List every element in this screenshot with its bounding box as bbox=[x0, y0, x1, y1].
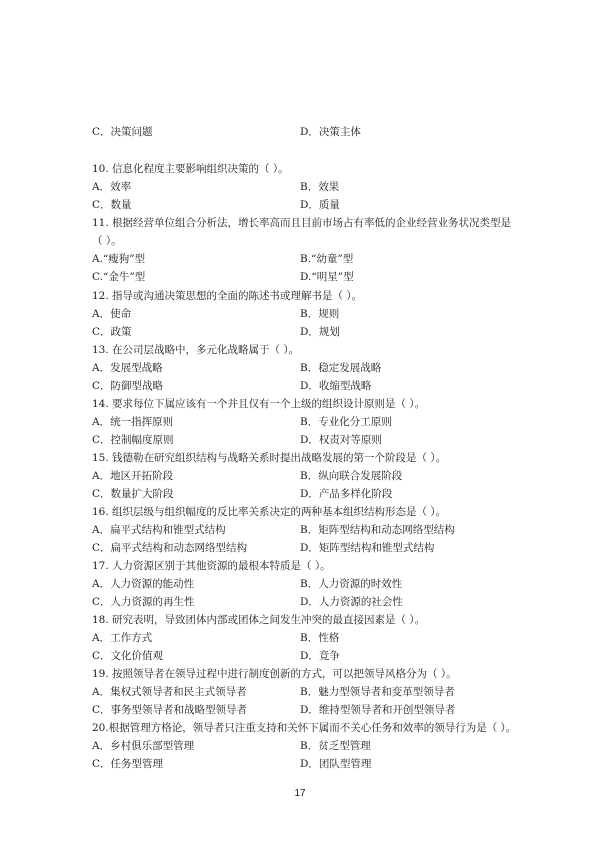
option-q11-d: D.“明星”型 bbox=[300, 271, 354, 283]
page-number: 17 bbox=[294, 788, 306, 799]
option-q13-a: A．发展型战略 bbox=[92, 362, 163, 374]
option-q17-b: B．人力资源的时效性 bbox=[300, 578, 403, 590]
option-q14-a: A．统一指挥原则 bbox=[92, 416, 174, 428]
option-q14-c: C．控制幅度原则 bbox=[92, 434, 174, 446]
option-q11-c: C.“金牛”型 bbox=[92, 271, 146, 283]
option-q12-b: B．规则 bbox=[300, 308, 340, 320]
question-13-stem: 13. 在公司层战略中，多元化战略属于（ ）。 bbox=[92, 344, 300, 356]
option-q15-c: C．数量扩大阶段 bbox=[92, 488, 174, 500]
option-q16-a: A．扁平式结构和锥型式结构 bbox=[92, 524, 226, 536]
option-q12-c: C．政策 bbox=[92, 326, 132, 338]
option-q13-c: C．防御型战略 bbox=[92, 380, 164, 392]
option-q18-c: C．文化价值观 bbox=[92, 650, 164, 662]
option-q20-a: A．乡村俱乐部型管理 bbox=[92, 740, 195, 752]
option-q18-d: D．竞争 bbox=[300, 650, 340, 662]
question-17-stem: 17. 人力资源区别于其他资源的最根本特质是（ ）。 bbox=[92, 560, 331, 572]
question-11-stem-cont: （ ）。 bbox=[92, 235, 122, 247]
option-q13-d: D．收缩型战略 bbox=[300, 380, 372, 392]
option-q15-d: D．产品多样化阶段 bbox=[300, 488, 393, 500]
option-q11-b: B.“幼童”型 bbox=[300, 253, 354, 265]
option-q16-d: D．矩阵型结构和锥型式结构 bbox=[300, 542, 435, 554]
option-q10-b: B．效果 bbox=[300, 181, 340, 193]
option-q9-d: D．决策主体 bbox=[300, 126, 361, 138]
question-14-stem: 14. 要求每位下属应该有一个并且仅有一个上级的组织设计原则是（ ）。 bbox=[92, 398, 426, 410]
question-10-stem: 10. 信息化程度主要影响组织决策的（ ）。 bbox=[92, 163, 289, 175]
option-q12-a: A．使命 bbox=[92, 308, 132, 320]
option-q15-a: A．地区开拓阶段 bbox=[92, 470, 174, 482]
option-q20-c: C．任务型管理 bbox=[92, 758, 164, 770]
option-q11-a: A.“瘦狗”型 bbox=[92, 253, 146, 265]
option-q10-d: D．质量 bbox=[300, 199, 340, 211]
option-q19-a: A．集权式领导者和民主式领导者 bbox=[92, 686, 247, 698]
option-q18-a: A．工作方式 bbox=[92, 632, 153, 644]
option-q17-c: C．人力资源的再生性 bbox=[92, 596, 195, 608]
question-12-stem: 12. 指导或沟通决策思想的全面的陈述书或理解书是（ ）。 bbox=[92, 290, 363, 302]
option-q19-c: C．事务型领导者和战略型领导者 bbox=[92, 704, 248, 716]
option-q14-b: B．专业化分工原则 bbox=[300, 416, 392, 428]
question-15-stem: 15. 钱德勒在研究组织结构与战略关系时提出战略发展的第一个阶段是（ ）。 bbox=[92, 452, 447, 464]
option-q12-d: D．规划 bbox=[300, 326, 340, 338]
option-q14-d: D．权责对等原则 bbox=[300, 434, 382, 446]
option-q10-a: A．效率 bbox=[92, 181, 132, 193]
question-18-stem: 18. 研究表明，导致团体内部或团体之间发生冲突的最直接因素是（ ）。 bbox=[92, 614, 426, 626]
option-q18-b: B．性格 bbox=[300, 632, 340, 644]
option-q17-a: A．人力资源的能动性 bbox=[92, 578, 195, 590]
option-q10-c: C．数量 bbox=[92, 199, 132, 211]
question-11-stem: 11. 根据经营单位组合分析法，增长率高而且目前市场占有率低的企业经营业务状况类型是 bbox=[92, 217, 512, 229]
option-q20-b: B．贫乏型管理 bbox=[300, 740, 371, 752]
option-q19-b: B．魅力型领导者和变革型领导者 bbox=[300, 686, 455, 698]
option-q15-b: B．纵向联合发展阶段 bbox=[300, 470, 403, 482]
option-q20-d: D．团队型管理 bbox=[300, 758, 372, 770]
option-q9-c: C．决策问题 bbox=[92, 126, 153, 138]
question-16-stem: 16. 组织层级与组织幅度的反比率关系决定的两种基本组织结构形态是（ ）。 bbox=[92, 506, 447, 518]
option-q16-b: B．矩阵型结构和动态网络型结构 bbox=[300, 524, 455, 536]
option-q13-b: B．稳定发展战略 bbox=[300, 362, 382, 374]
question-19-stem: 19. 按照领导者在领导过程中进行制度创新的方式，可以把领导风格分为（ ）。 bbox=[92, 668, 457, 680]
option-q16-c: C．扁平式结构和动态网络型结构 bbox=[92, 542, 248, 554]
option-q19-d: D．维持型领导者和开创型领导者 bbox=[300, 704, 456, 716]
question-20-stem: 20.根据管理方格论，领导者只注重支持和关怀下属而不关心任务和效率的领导行为是（ ）。 bbox=[92, 722, 517, 734]
option-q17-d: D．人力资源的社会性 bbox=[300, 596, 403, 608]
